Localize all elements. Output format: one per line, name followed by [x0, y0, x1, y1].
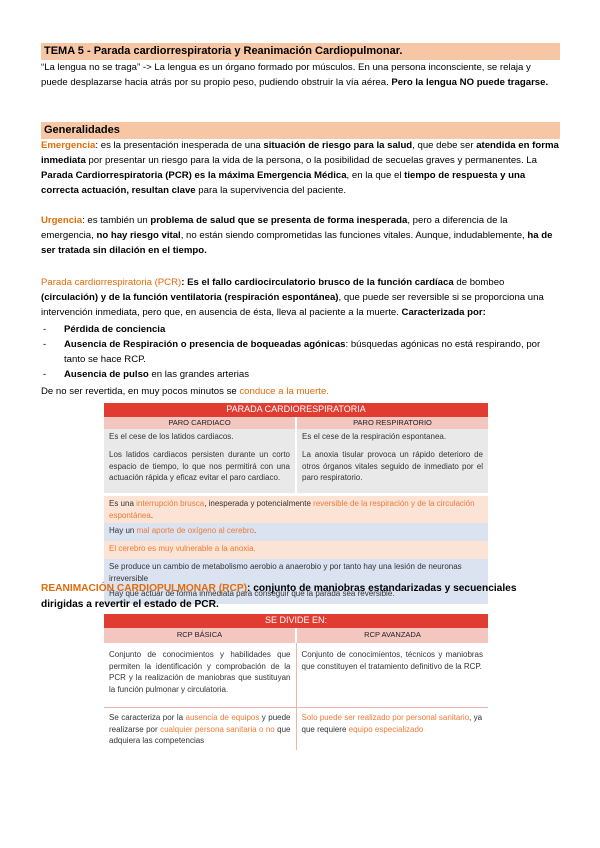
rcp-table-title: SE DIVIDE EN:: [104, 614, 488, 628]
col-rcp-basica: RCP BÁSICA: [104, 628, 296, 643]
urgencia-term: Urgencia: [41, 215, 83, 226]
table-cell: Hay un mal aporte de oxígeno al cerebro.: [104, 523, 488, 541]
table-cell: Hay que actuar de forma inmediata para conseguir que la parada sea reversible.: [104, 586, 488, 604]
pcr-characteristics-list: [41, 323, 560, 382]
rcp-paragraph: REANIMACIÓN CARDIOPULMONAR (RCP): conjunto de maniobras estandarizadas y secuenciales dirigidas a revertir el estado de PCR.: [41, 583, 517, 610]
tema-title: TEMA 5 - Parada cardiorrespiratoria y Reanimación Cardiopulmonar.: [41, 43, 560, 60]
list-item: - Pérdida de conciencia: [41, 323, 560, 338]
table-cell: La anoxia tisular provoca un rápido deterioro de otros órganos vitales seguido de inmediato por el paro respiratorio.: [296, 447, 488, 493]
rcp-table: [104, 614, 488, 750]
list-item: - Ausencia de pulso en las grandes arterias: [41, 368, 560, 383]
pcr-table: [104, 403, 488, 604]
emergencia-term: Emergencia: [41, 140, 96, 151]
intro-paragraph: “La lengua no se traga” -> La lengua es un órgano formado por músculos. En una persona inconsciente, se relaja y puede desplazarse hacia atrás por su propio peso, pudiendo obstruir la vía aérea. Pero la lengua NO puede tragarse.: [41, 62, 549, 88]
urgencia-paragraph: Urgencia: es también un problema de salud que se presenta de forma inesperada, pero a diferencia de la emergencia, no hay riesgo vital, no están siendo comprometidas las funciones vitales. Aunque, indudablemente, ha de ser tratada sin dilación en el tiempo.: [41, 215, 553, 256]
pcr-paragraph: Parada cardiorrespiratoria (PCR): Es el fallo cardiocirculatorio brusco de la función cardíaca de bombeo (circulación) y de la función ventilatoria (respiración espontánea), que puede ser reversible si se proporciona una intervención inmediata, pero que, en ausencia de ésta, lleva al paciente a la muerte. Caracterizada por:: [41, 277, 544, 318]
table-cell: Conjunto de conocimientos y habilidades que permiten la identificación y comprobación de la PCR y la realización de maniobras que sustituyan la función pulmonar y circulatoria.: [104, 643, 296, 708]
table-cell: Conjunto de conocimientos, técnicos y maniobras que constituyen el tratamiento definitivo de la RCP.: [296, 643, 488, 708]
table-cell: Es el cese de la respiración espontanea.: [296, 429, 488, 447]
intro-quote: “La lengua no se traga”: [41, 62, 141, 73]
table-cell: Se caracteriza por la ausencia de equipos y puede realizarse por cualquier persona sanitaria o no que adquiera las competencias: [104, 708, 296, 751]
pcr-table-title: PARADA CARDIORESPIRATORIA: [104, 403, 488, 417]
generalidades-heading: Generalidades: [41, 122, 560, 139]
table-cell: Los latidos cardiacos persisten durante un corto espacio de tiempo, lo que nos permitirá con una actuación rápida y eficaz evitar el paro cardiaco.: [104, 447, 296, 493]
emergencia-paragraph: Emergencia: es la presentación inesperada de una situación de riesgo para la salud, que debe ser atendida en forma inmediata por presentar un riesgo para la vida de la persona, o la posibilidad de secuelas graves y permanentes. La Parada Cardiorrespiratoria (PCR) es la máxima Emergencia Médica, en la que el tiempo de respuesta y una correcta actuación, resultan clave para la supervivencia del paciente.: [41, 140, 559, 196]
table-cell: Se produce un cambio de metabolismo aerobio a anaerobio y por tanto hay una lesión de neuronas irreversible: [104, 559, 488, 586]
rcp-term: REANIMACIÓN CARDIOPULMONAR (RCP): [41, 583, 248, 594]
table-cell: El cerebro es muy vulnerable a la anoxia.: [104, 541, 488, 559]
table-cell: Solo puede ser realizado por personal sanitario, ya que requiere equipo especializado: [296, 708, 488, 751]
pcr-term: Parada cardiorrespiratoria (PCR): [41, 277, 182, 288]
table-cell: Es una interrupción brusca, inesperada y potencialmente reversible de la respiración y de la circulación espontánea.: [104, 496, 488, 523]
no-revertida-paragraph: De no ser revertida, en muy pocos minutos se conduce a la muerte.: [41, 386, 329, 397]
list-item: - Ausencia de Respiración o presencia de boqueadas agónicas: búsquedas agónicas no está respirando, por tanto se hace RCP.: [41, 338, 560, 368]
col-paro-respiratorio: PARO RESPIRATORIO: [296, 417, 488, 429]
table-cell: Es el cese de los latidos cardiacos.: [104, 429, 296, 447]
col-paro-cardiaco: PARO CARDIACO: [104, 417, 296, 429]
col-rcp-avanzada: RCP AVANZADA: [296, 628, 488, 643]
